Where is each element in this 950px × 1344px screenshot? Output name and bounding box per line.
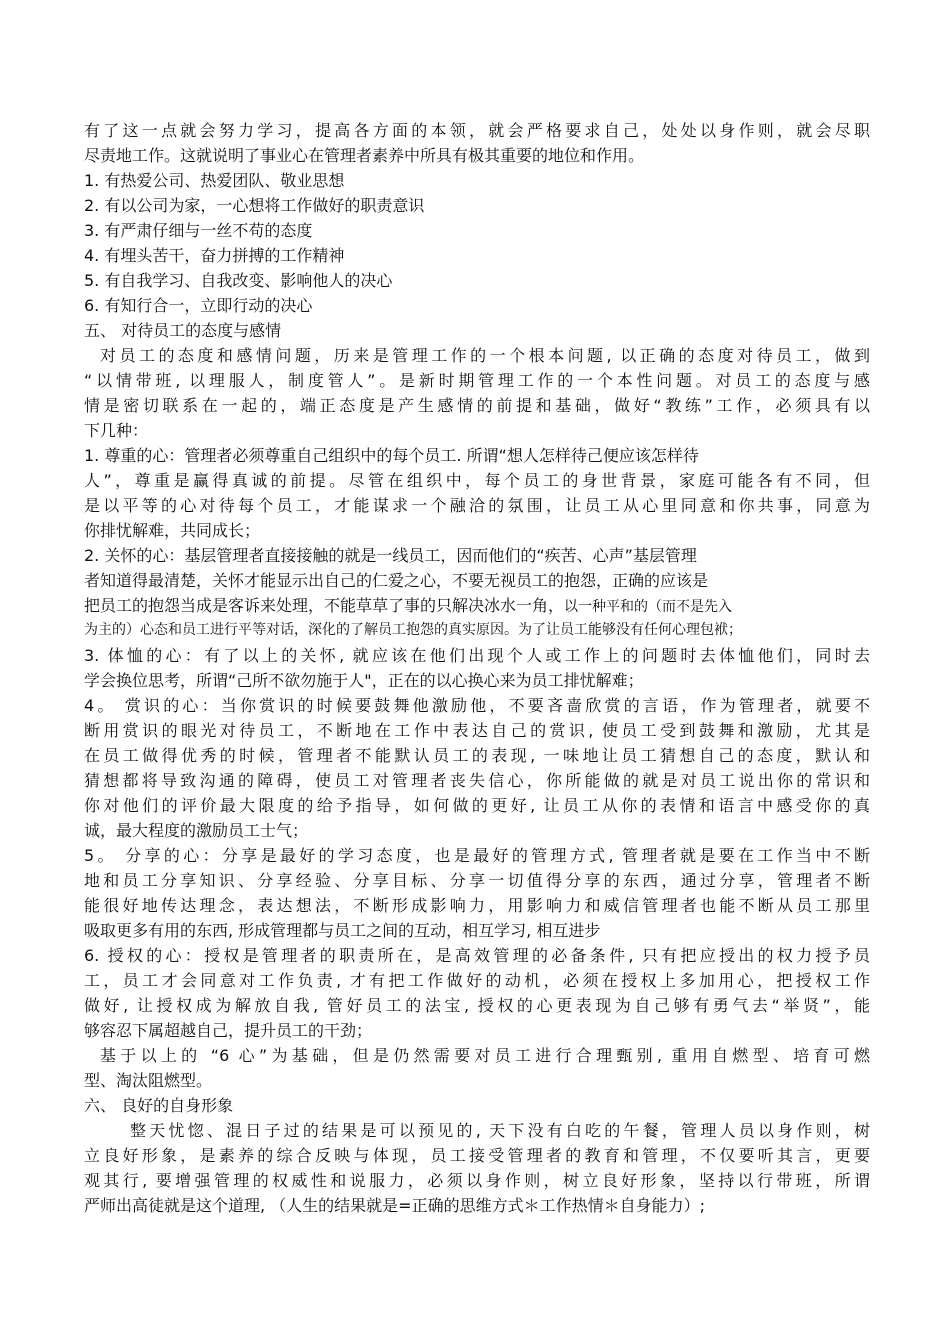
text-line: 是以平等的心对待每个员工，才能谋求一个融洽的氛围，让员工从心里同意和你共事，同意为: [84, 496, 870, 515]
text-span: 把员工的抱怨当成是客诉来处理，不能草草了事的只解决冰水一角，: [84, 596, 565, 615]
text-line: 型、淘汰阻燃型。: [84, 1071, 213, 1090]
text-line: 基于以上的 “6 心”为基础，但是仍然需要对员工进行合理甄别, 重用自燃型、培育可燃: [100, 1046, 870, 1065]
text-line: 尽责地工作。这就说明了事业心在管理者素养中所具有极其重要的地位和作用。: [84, 146, 645, 165]
text-line: 工，员工才会同意对工作负责, 才有把工作做好的动机，必须在授权上多加用心，把授权工作: [84, 971, 870, 990]
section-heading: 五、 对待员工的态度与感情: [84, 321, 282, 340]
text-line: 为主的）心态和员工进行平等对话，深化的了解员工抱怨的真实原因。为了让员工能够没有任何心理包袱；: [84, 622, 742, 638]
text-line: 诚，最大程度的激励员工士气；: [84, 821, 309, 840]
document-page: [84, 118, 870, 1218]
list-item: 4. 有埋头苦干，奋力拼搏的工作精神: [84, 246, 345, 265]
text-line: 做好, 让授权成为解放自我, 管好员工的法宝, 授权的心更表现为自己够有勇气去“举贤”，能: [84, 996, 870, 1015]
text-line: 猜想都将导致沟通的障碍，使员工对管理者丧失信心，你所能做的就是对员工说出你的常识和: [84, 771, 870, 790]
list-item: 1. 有热爱公司、热爱团队、敬业思想: [84, 171, 345, 190]
text-line: 观其行, 要增强管理的权威性和说服力，必须以身作则，树立良好形象，坚持以行带班，所谓: [84, 1171, 870, 1190]
list-item: 6. 有知行合一，立即行动的决心: [84, 296, 313, 315]
section-heading: 六、 良好的自身形象: [84, 1096, 234, 1115]
text-line: 吸取更多有用的东西, 形成管理都与员工之间的互动，相互学习, 相互进步: [84, 921, 601, 940]
text-line: 立良好形象，是素养的综合反映与体现，员工接受管理者的教育和管理，不仅要听其言，更要: [84, 1146, 870, 1165]
text-line: 在员工做得优秀的时候，管理者不能默认员工的表现, 一味地让员工猜想自己的态度，默认和: [84, 746, 870, 765]
text-line: 你对他们的评价最大限度的给予指导，如何做的更好, 让员工从你的表情和语言中感受你的真: [84, 796, 870, 815]
list-item: 2. 关怀的心：基层管理者直接接触的就是一线员工，因而他们的“疾苦、心声”基层管理: [84, 546, 697, 565]
list-item: 2. 有以公司为家，一心想将工作做好的职责意识: [84, 196, 425, 215]
text-span: 以一种平和的（而不是先入: [564, 599, 733, 615]
list-item: 3. 有严肃仔细与一丝不苟的态度: [84, 221, 313, 240]
list-item: 4。 赏识的心：当你赏识的时候要鼓舞他激励他，不要吝啬欣赏的言语，作为管理者，就要不: [84, 696, 870, 715]
list-item: 6. 授权的心：授权是管理者的职责所在，是高效管理的必备条件, 只有把应授出的权力授予员: [84, 946, 870, 965]
text-line: 能很好地传达理念，表达想法，不断形成影响力，用影响力和威信管理者也能不断从员工那里: [84, 896, 870, 915]
text-line: 人”，尊重是赢得真诚的前提。尽管在组织中，每个员工的身世背景，家庭可能各有不同，但: [84, 471, 870, 490]
text-line: 者知道得最清楚，关怀才能显示出自己的仁爱之心，不要无视员工的抱怨，正确的应该是: [84, 571, 709, 590]
text-line: [84, 593, 870, 618]
text-line: 整天忧惚、混日子过的结果是可以预见的, 天下没有白吃的午餐，管理人员以身作则，树: [130, 1121, 870, 1140]
text-line: 够容忍下属超越自己，提升员工的干劲；: [84, 1021, 373, 1040]
list-item: 3. 体恤的心：有了以上的关怀, 就应该在他们出现个人或工作上的问题时去体恤他们，同时去: [84, 646, 870, 665]
text-line: “以情带班, 以理服人，制度管人”。是新时期管理工作的一个本性问题。对员工的态度与感: [84, 371, 870, 390]
text-line: 情是密切联系在一起的，端正态度是产生感情的前提和基础，做好“教练”工作，必须具有以: [84, 396, 870, 415]
list-item: 5. 有自我学习、自我改变、影响他人的决心: [84, 271, 393, 290]
text-line: 对员工的态度和感情问题，历来是管理工作的一个根本问题, 以正确的态度对待员工，做到: [100, 346, 870, 365]
list-item: 1. 尊重的心：管理者必须尊重自己组织中的每个员工. 所谓“想人怎样待己便应该怎样待: [84, 446, 699, 465]
text-line: 学会换位思考，所谓“己所不欲勿施于人"，正在的以心换心来为员工排忧解难；: [84, 671, 644, 690]
text-line: 断用赏识的眼光对待员工，不断地在工作中表达自己的赏识, 使员工受到鼓舞和激励，尤其是: [84, 721, 870, 740]
text-line: 有了这一点就会努力学习，提高各方面的本领，就会严格要求自己，处处以身作则，就会尽职: [84, 121, 870, 140]
text-line: 你排忧解难，共同成长；: [84, 521, 261, 540]
text-line: 严师出高徒就是这个道理, （人生的结果就是=正确的思维方式＊工作热情＊自身能力）;: [84, 1196, 705, 1215]
text-line: 下几种：: [84, 421, 149, 440]
list-item: 5。 分享的心：分享是最好的学习态度，也是最好的管理方式, 管理者就是要在工作当中不断: [84, 846, 870, 865]
text-line: 地和员工分享知识、分享经验、分享目标、分享一切值得分享的东西，通过分享，管理者不断: [84, 871, 870, 890]
